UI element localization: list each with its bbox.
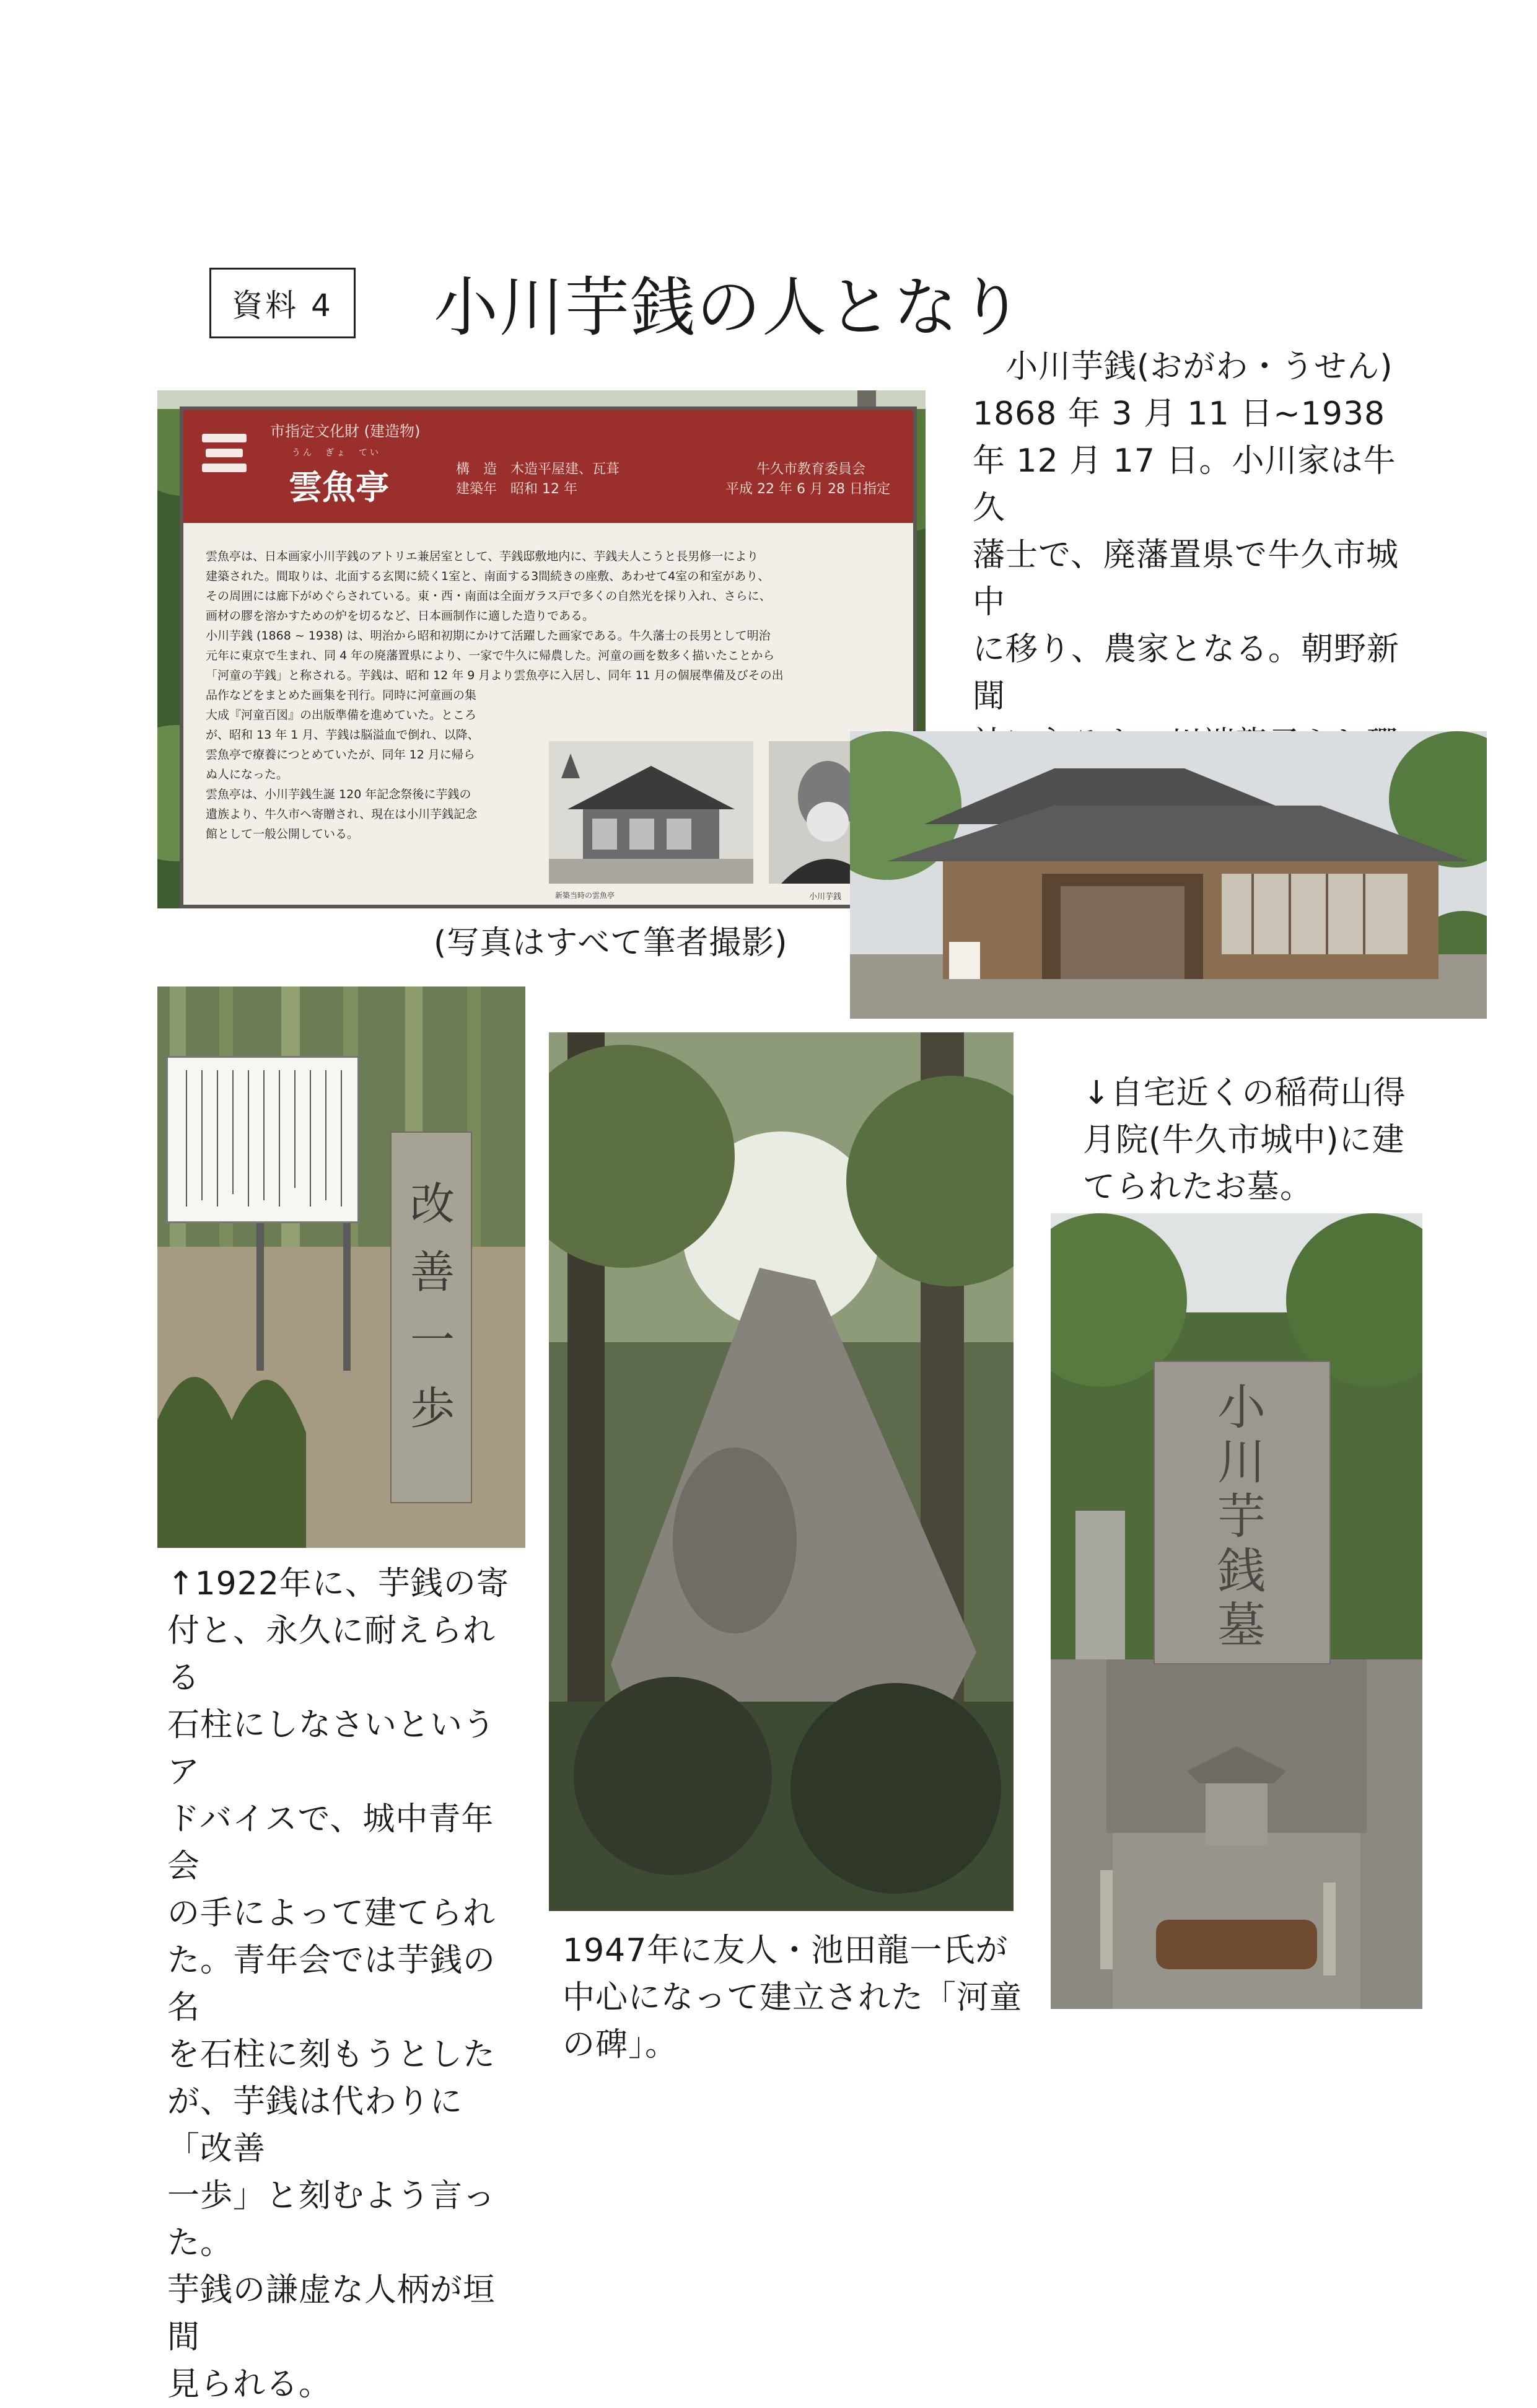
emblem-icon [199,429,249,478]
caption-pillar-line: 石柱にしなさいというア [167,1707,496,1791]
bio-line: 年 12 月 17 日。小川家は牛久 [973,442,1396,527]
sign-designated: 平成 22 年 6 月 28 日指定 [725,481,890,497]
sign-line: 雲魚亭は、日本画家小川芋銭のアトリエ兼居室として、芋銭邸敷地内に、芋銭夫人こうと長男修一により [206,550,759,563]
old-house-photo [549,741,753,884]
caption-grave-line: てられたお墓。 [1083,1169,1313,1206]
signboard [180,406,917,908]
grave-photo [1051,1213,1422,2009]
monument-photo [549,1032,1014,1911]
sign-line: 雲魚亭は、小川芋銭生誕 120 年記念祭後に芋銭の [206,788,471,801]
caption-monument-line: の碑」。 [563,2026,678,2063]
signboard-photo [157,390,926,908]
sign-line: 「河童の芋銭」と称される。芋銭は、昭和 12 年 9 月より雲魚亭に入居し、同年 11 月の個展準備及びその出 [206,669,784,682]
sign-board: 牛久市教育委員会 [756,462,866,477]
pillar-inscription: 改善一歩 [409,1178,455,1435]
sign-line: 元年に東京で生まれ、同 4 年の廃藩置県により、一家で牛久に帰農した。河童の画を数多く描いたことから [206,649,775,662]
pillar-photo [157,986,525,1548]
sign-category: 市指定文化財 (建造物) [270,423,421,440]
sign-name: 雲魚亭 [289,468,389,507]
grave-inscription: 小川芋銭墓 [1217,1380,1266,1654]
caption-house: 新築当時の雲魚亭 [555,891,615,900]
caption-grave-line: 月院(牛久市城中)に建 [1083,1122,1405,1159]
sign-line: 小川芋銭 (1868 ~ 1938) は、明治から昭和初期にかけて活躍した画家である。牛久藩士の長男として明治 [206,629,771,643]
sign-year: 建築年 昭和 12 年 [456,481,577,497]
sign-line: 遺族より、牛久市へ寄贈され、現在は小川芋銭記念 [206,807,478,821]
page-title: 小川芋銭の人となり [434,270,1025,345]
caption-pillar-line: た。青年会では芋銭の名 [167,1942,496,2026]
sign-line: 大成『河童百図』の出版準備を進めていた。ところ [206,708,477,722]
caption-pillar-line: の手によって建てられ [167,1895,496,1932]
sign-line: 建築された。間取りは、北面する玄関に続く1室と、南面する3間続きの座敷、あわせて4室の和室があり、 [206,569,770,583]
bio-line: 1868 年 3 月 11 日~1938 [973,395,1386,433]
caption-pillar-line: ドバイスで、城中青年会 [167,1801,494,1885]
caption-pillar-line: が、芋銭は代わりに「改善 [167,2083,463,2168]
caption-monument-line: 1947年に友人・池田龍一氏が [563,1932,1009,1969]
caption-pillar [167,1560,527,2408]
caption-grave-line: ↓自宅近くの稲荷山得 [1083,1074,1406,1112]
house-photo [850,731,1487,1019]
bio-line: 小川芋銭(おがわ・うせん) [973,348,1393,385]
sign-body-top [206,547,900,685]
caption-pillar-line: 一歩」と刻むよう言った。 [167,2177,496,2262]
sign-structure: 構 造 木造平屋建、瓦葺 [456,462,620,477]
caption-pillar-line: を石柱に刻もうとした [167,2036,496,2073]
sign-line: が、昭和 13 年 1 月、芋銭は脳溢血で倒れ、以降、 [206,728,479,742]
sign-line: 雲魚亭で療養につとめていたが、同年 12 月に帰ら [206,748,475,762]
sign-line: ぬ人になった。 [206,768,289,781]
document-label: 資料 4 [209,268,356,338]
sign-line: 画材の膠を溶かすための炉を切るなど、日本画制作に適した造りである。 [206,609,595,623]
sign-line: その周囲には廊下がめぐらされている。東・西・南面は全面ガラス戸で多くの自然光を採り入れ、さらに、 [206,589,771,603]
sign-ruby: うん ぎょ てい [292,448,381,458]
bio-line: 藩士で、廃藩置県で牛久市城中 [973,537,1399,621]
sign-line: 品作などをまとめた画集を刊行。同時に河童画の集 [206,688,477,702]
caption-pillar-line: 付と、永久に耐えられる [167,1612,496,1697]
caption-pillar-line: ↑1922年に、芋銭の寄 [167,1565,509,1602]
caption-monument [563,1927,1033,2068]
caption-pillar-line: 芋銭の謙虚な人柄が垣間 [167,2272,496,2356]
sign-line: 館として一般公開している。 [206,827,359,841]
bio-line: に移り、農家となる。朝野新聞 [973,631,1400,715]
caption-grave [1083,1070,1467,1211]
caption-monument-line: 中心になって建立された「河童 [563,1979,1023,2016]
sign-body-bottom [206,685,540,844]
stone-pillar [390,1131,472,1503]
caption-portrait: 小川芋銭 [809,892,842,902]
caption-pillar-line: 見られる。 [167,2366,332,2403]
pillar-info-board [166,1056,359,1223]
signboard-header [183,410,913,523]
photo-note: (写真はすべて筆者撮影) [434,925,788,962]
grave-stone [1154,1361,1331,1664]
